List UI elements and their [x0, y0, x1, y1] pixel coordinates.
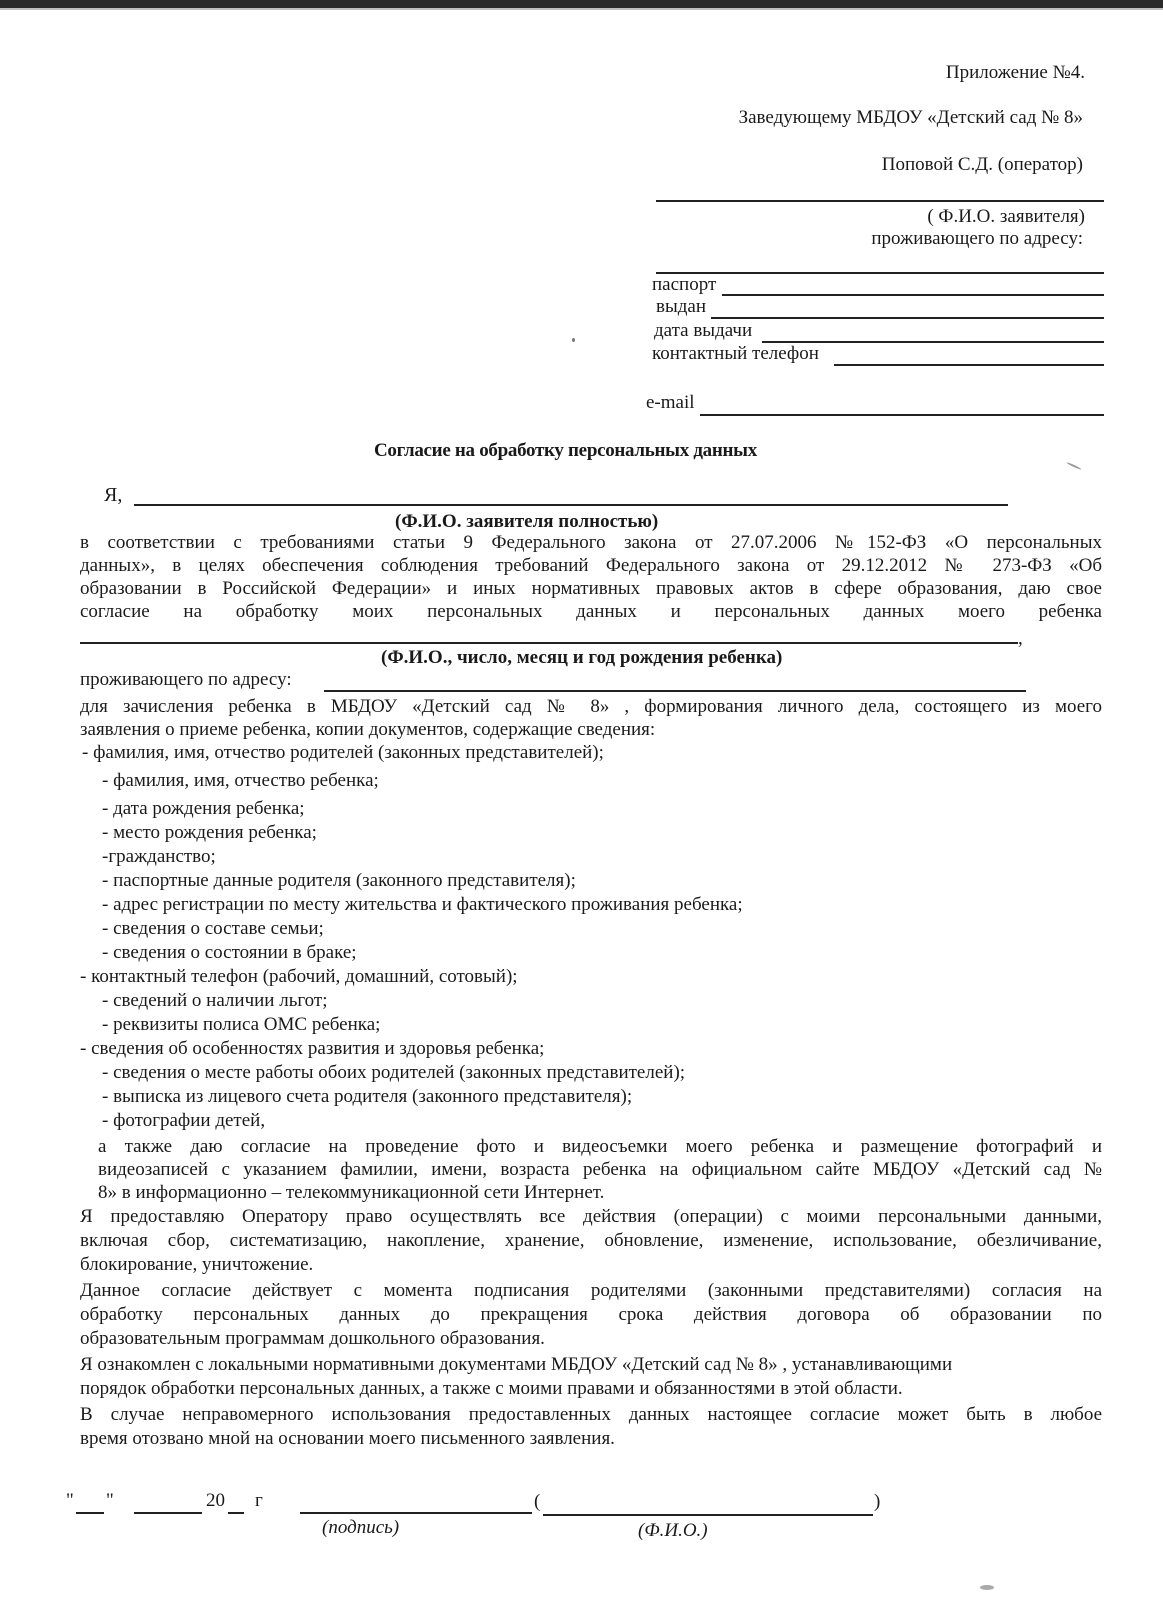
applicant-full-name-field[interactable]	[134, 504, 1008, 506]
list-item: - фамилия, имя, отчество ребенка;	[102, 770, 379, 791]
child-address-field[interactable]	[324, 690, 1026, 692]
addressee-institution: Заведующему МБДОУ «Детский сад № 8»	[738, 107, 1083, 128]
paragraph-line: время отозвано мной на основании моего письменного заявления.	[80, 1428, 615, 1449]
name-open-paren: (	[534, 1491, 541, 1512]
paragraph-line: включая сбор, систематизацию, накопление, хранение, обновление, изменение, использование, обезличивание,	[80, 1230, 1102, 1251]
issue-date-label: дата выдачи	[654, 320, 753, 341]
issued-by-label: выдан	[656, 296, 707, 317]
list-item: - сведения о состоянии в браке;	[102, 942, 357, 963]
child-info-caption: (Ф.И.О., число, месяц и год рождения ребенка)	[381, 647, 783, 668]
list-item: - место рождения ребенка;	[102, 822, 317, 843]
list-item: - сведений о наличии льгот;	[102, 990, 328, 1011]
phone-field[interactable]	[834, 364, 1104, 366]
list-item: - сведения о месте работы обоих родителей (законных представителей);	[102, 1062, 686, 1083]
applicant-full-name-caption: (Ф.И.О. заявителя полностью)	[395, 511, 659, 532]
paragraph-line: Данное согласие действует с момента подписания родителями (законными представителями) согласия на	[80, 1280, 1102, 1301]
applicant-name-caption: ( Ф.И.О. заявителя)	[927, 206, 1085, 227]
name-close-paren: )	[874, 1491, 881, 1512]
date-month-field[interactable]	[134, 1512, 202, 1514]
signer-name-field[interactable]	[543, 1514, 873, 1516]
scan-speck	[980, 1585, 994, 1590]
year-prefix: 20	[206, 1490, 225, 1511]
scan-top-border	[0, 0, 1163, 8]
purpose-line: для зачисления ребенка в МБДОУ «Детский сад № 8» , формирования личного дела, состоящего из моего	[80, 696, 1102, 717]
list-item: - реквизиты полиса ОМС ребенка;	[102, 1014, 381, 1035]
comma: ,	[1018, 628, 1023, 649]
email-field[interactable]	[700, 414, 1104, 416]
list-item: - выписка из лицевого счета родителя (законного представителя);	[102, 1086, 633, 1107]
list-item: - дата рождения ребенка;	[102, 798, 305, 819]
list-item: - паспортные данные родителя (законного представителя);	[102, 870, 576, 891]
list-item: -гражданство;	[102, 846, 216, 867]
paragraph-line: образовательным программам дошкольного образования.	[80, 1328, 545, 1349]
date-year-field[interactable]	[228, 1512, 244, 1514]
child-name-dob-field[interactable]	[80, 642, 1018, 644]
document-title: Согласие на обработку персональных данных	[374, 440, 757, 461]
list-item: - сведения об особенностях развития и здоровья ребенка;	[80, 1038, 545, 1059]
applicant-address-field[interactable]	[656, 272, 1104, 274]
paragraph-line: образовании в Российской Федерации» и иных нормативных правовых актов в сфере образования, даю свое	[80, 578, 1102, 599]
name-caption: (Ф.И.О.)	[638, 1520, 708, 1541]
residing-at-label: проживающего по адресу:	[871, 228, 1083, 249]
child-address-label: проживающего по адресу:	[80, 669, 292, 690]
paragraph-line: 8» в информационно – телекоммуникационной сети Интернет.	[98, 1182, 605, 1203]
date-close-quote: "	[106, 1490, 114, 1511]
paragraph-line: согласие на обработку моих персональных данных и персональных данных моего ребенка	[80, 601, 1102, 622]
paragraph-line: блокирование, уничтожение.	[80, 1254, 314, 1275]
paragraph-line: Я ознакомлен с локальными нормативными документами МБДОУ «Детский сад № 8» , устанавливающими	[80, 1354, 953, 1375]
i-label: Я,	[104, 484, 123, 506]
signature-field[interactable]	[300, 1512, 532, 1514]
scan-speck	[572, 338, 575, 342]
applicant-name-field[interactable]	[656, 200, 1104, 202]
scan-top-border-shadow	[0, 8, 1163, 10]
scan-speck	[1066, 462, 1081, 471]
passport-label: паспорт	[652, 274, 717, 295]
passport-field[interactable]	[722, 294, 1104, 296]
paragraph-line: Я предоставляю Оператору право осуществлять все действия (операции) с моими персональными данными,	[80, 1206, 1102, 1227]
paragraph-line: обработку персональных данных до прекращения срока действия договора об образовании по	[80, 1304, 1102, 1325]
email-label: e-mail	[646, 392, 695, 413]
paragraph-line: видеозаписей с указанием фамилии, имени, возраста ребенка на официальном сайте МБДОУ «Детский сад №	[98, 1159, 1102, 1180]
list-item: - сведения о составе семьи;	[102, 918, 324, 939]
paragraph-line: В случае неправомерного использования предоставленных данных настоящее согласие может быть в любое	[80, 1404, 1102, 1425]
date-day-field[interactable]	[76, 1512, 104, 1514]
paragraph-line: порядок обработки персональных данных, а также с моими правами и обязанностями в этой области.	[80, 1378, 903, 1399]
year-suffix: г	[255, 1490, 263, 1511]
paragraph-line: в соответствии с требованиями статьи 9 Федерального закона от 27.07.2006 №152-ФЗ «О персональных	[80, 532, 1102, 553]
addressee-operator: Поповой С.Д. (оператор)	[881, 154, 1083, 175]
date-open-quote: "	[66, 1490, 74, 1511]
phone-label: контактный телефон	[652, 343, 819, 364]
paragraph-line: данных», в целях обеспечения соблюдения требований Федерального закона от 29.12.2012 № 273-ФЗ «Об	[80, 555, 1102, 576]
purpose-line: заявления о приеме ребенка, копии документов, содержащие сведения:	[80, 719, 656, 740]
list-item: - контактный телефон (рабочий, домашний, сотовый);	[80, 966, 518, 987]
signature-caption: (подпись)	[322, 1517, 400, 1538]
paragraph-line: а также даю согласие на проведение фото и видеосъемки моего ребенка и размещение фотографий и	[98, 1136, 1102, 1157]
appendix-number: Приложение №4.	[945, 62, 1085, 83]
list-item: - адрес регистрации по месту жительства и фактического проживания ребенка;	[102, 894, 743, 915]
list-item: - фотографии детей,	[102, 1110, 266, 1131]
issued-by-field[interactable]	[711, 317, 1104, 319]
list-item: - фамилия, имя, отчество родителей (законных представителей);	[82, 742, 604, 763]
